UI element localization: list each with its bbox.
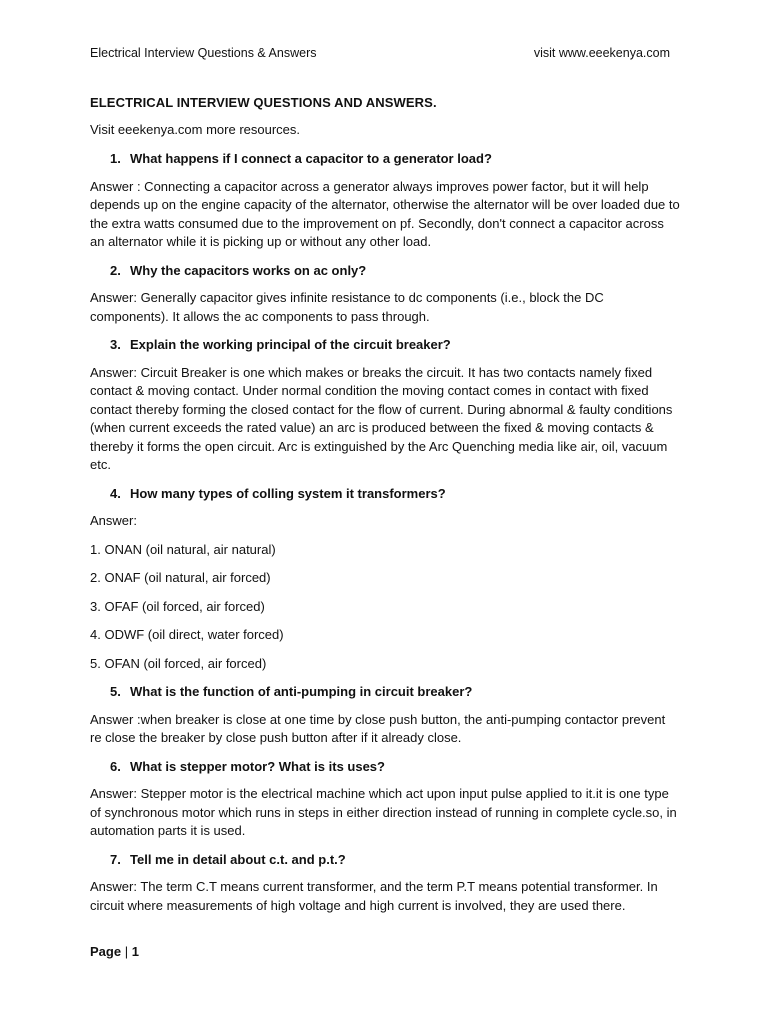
question-text: What is stepper motor? What is its uses? [130,758,385,774]
question-4 [90,485,680,504]
visit-line: Visit eeekenya.com more resources. [90,122,301,137]
cooling-type-item: 1. ONAN (oil natural, air natural) [90,541,276,557]
question-7 [90,851,680,870]
cooling-type-item: 5. OFAN (oil forced, air forced) [90,655,267,671]
header-title: Electrical Interview Questions & Answers [90,46,317,60]
question-text: How many types of colling system it transformers? [130,485,446,501]
answer-4: Answer: [90,513,137,528]
answer-5: Answer :when breaker is close at one time by close push button, the anti-pumping contactor prevent re close the breaker by close push button after if it already close. [90,711,666,745]
question-1 [90,150,680,169]
page-header [90,46,670,60]
header-website: visit www.eeekenya.com [533,46,670,60]
answer-3: Answer: Circuit Breaker is one which makes or breaks the circuit. It has two contacts namely fixed contact & moving contact. Under normal condition the moving contact comes in contact with fixed contact thereby forming the closed contact for the flow of current. During abnormal & faulty conditions (when current exceeds the rated value) an arc is produced between the fixed & moving contacts & thereby it forms the open circuit. Arc is extinguished by the Arc Quenching media like air, oil, vacuum etc. [90,364,673,472]
cooling-type-item: 2. ONAF (oil natural, air forced) [90,570,271,585]
document-title: ELECTRICAL INTERVIEW QUESTIONS AND ANSWERS. [90,95,437,110]
page-separator: | [124,944,129,959]
question-3 [90,336,680,355]
question-number: 4. [110,485,121,501]
question-number: 3. [110,337,121,352]
answer-2: Answer: Generally capacitor gives infinite resistance to dc components (i.e., block the DC components). It allows the ac components to pass through. [90,290,604,324]
question-number: 5. [110,684,121,699]
question-number: 1. [110,151,121,166]
question-text: Tell me in detail about c.t. and p.t.? [130,851,346,867]
question-number: 7. [110,851,121,867]
question-text: What is the function of anti-pumping in circuit breaker? [130,684,473,699]
page-number: 1 [131,944,139,959]
answer-1: Answer : Connecting a capacitor across a generator always improves power factor, but it will help depends up on the engine capacity of the alternator, otherwise the alternator will be over loaded due to the extra watts consumed due to the improvement on pf. Secondly, don't connect a capacitor across an alternator while it is picking up or without any other load. [90,178,680,249]
question-number: 6. [110,758,121,774]
page-label: Page [90,944,122,959]
question-text: What happens if I connect a capacitor to a generator load? [130,151,492,166]
question-text: Explain the working principal of the circuit breaker? [130,337,451,352]
question-number: 2. [110,262,121,278]
qa-content [90,150,680,925]
question-5 [90,683,680,702]
answer-6: Answer: Stepper motor is the electrical machine which act upon input pulse applied to it.it is one type of synchronous motor which runs in steps in either direction instead of running in complete cycle.so, in automation parts it is used. [90,786,677,838]
answer-7: Answer: The term C.T means current transformer, and the term P.T means potential transformer. In circuit where measurements of high voltage and high current is involved, they are used there. [90,879,658,913]
question-text: Why the capacitors works on ac only? [130,262,367,278]
cooling-type-item: 3. OFAF (oil forced, air forced) [90,598,265,614]
question-2 [90,262,680,281]
page-footer [90,944,139,959]
question-6 [90,758,680,777]
cooling-type-item: 4. ODWF (oil direct, water forced) [90,627,284,642]
